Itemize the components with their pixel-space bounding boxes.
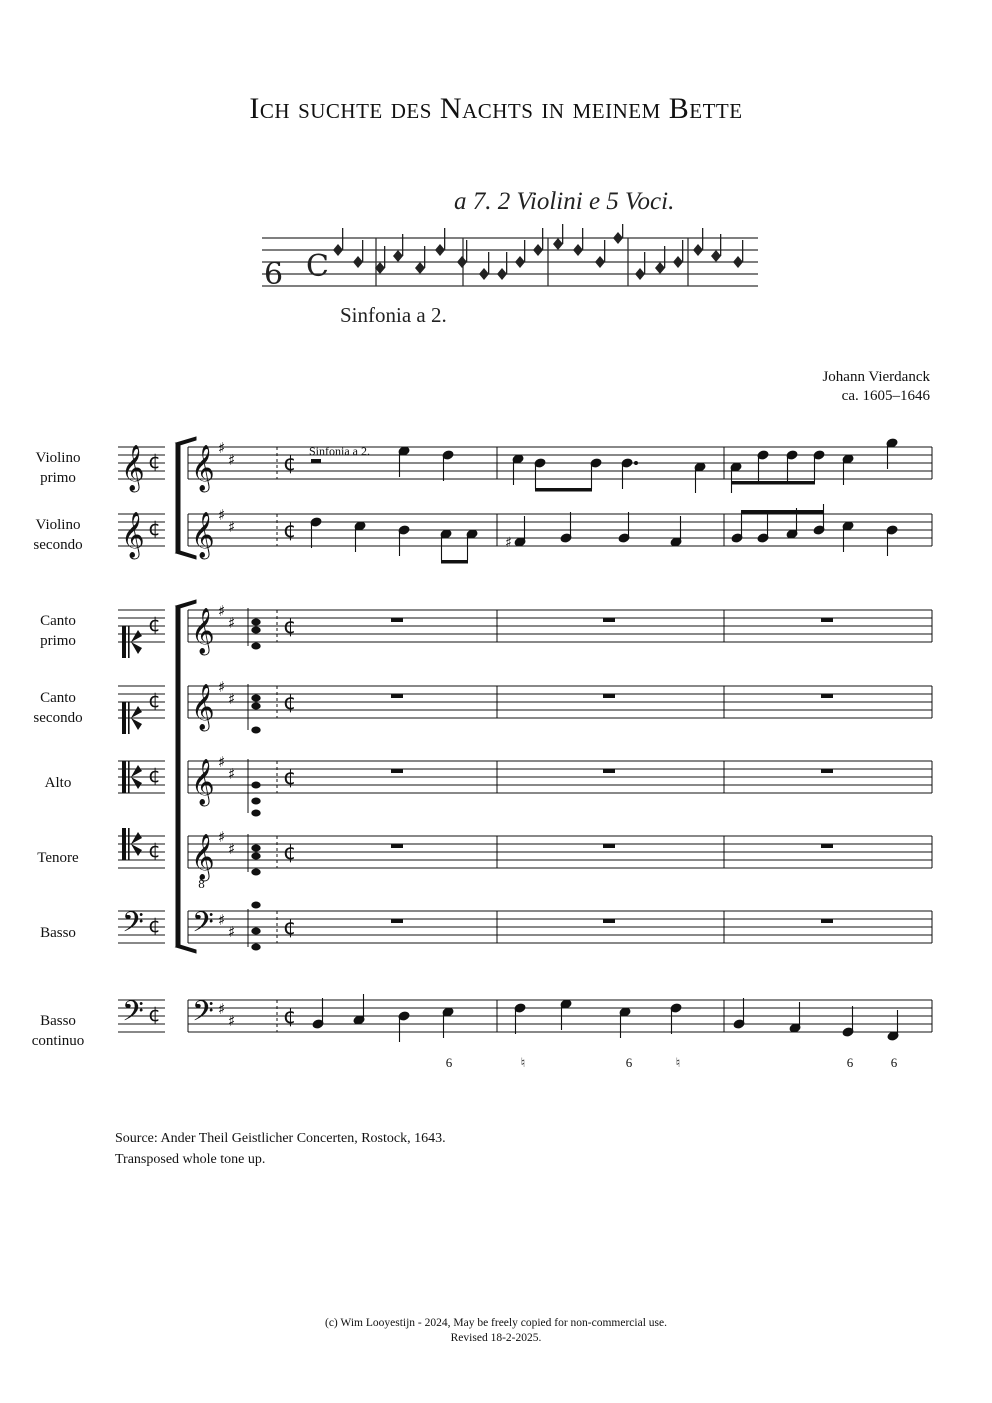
ambitus-note — [252, 902, 260, 908]
part-label-basso-continuo: Basso continuo — [31, 1013, 85, 1049]
cut-time-icon: ¢ — [148, 612, 161, 636]
svg-text:C: C — [306, 249, 329, 284]
facsimile-heading: a 7. 2 Violini e 5 Voci. — [454, 188, 675, 215]
cut-time-icon: ¢ — [148, 1002, 161, 1026]
whole-rest — [821, 919, 833, 923]
ambitus-note — [252, 928, 260, 934]
ambitus-note — [252, 869, 260, 875]
cut-time-icon: ¢ — [148, 913, 161, 937]
part-label-violino-primo: Violino primo — [35, 450, 81, 486]
cut-time-icon: ¢ — [283, 690, 297, 714]
cut-time-icon: ¢ — [283, 840, 297, 864]
main-clef-treble-icon: 𝄞 — [191, 684, 215, 730]
sharp-icon: ♯ — [218, 678, 226, 696]
cut-time-icon: ¢ — [148, 688, 161, 712]
sharp-icon: ♯ — [228, 923, 236, 941]
voice-bracket — [176, 945, 196, 953]
sharp-icon: ♯ — [218, 911, 226, 929]
part-label-basso: Basso — [40, 925, 76, 941]
main-clef-bass-icon: 𝄢 — [192, 906, 214, 946]
beam — [741, 510, 824, 514]
source-line-1: Source: Ander Theil Geistlicher Concerten, Rostock, 1643. — [115, 1131, 446, 1146]
sharp-icon: ♯ — [218, 828, 226, 846]
sharp-icon: ♯ — [218, 1000, 226, 1018]
cut-time-icon: ¢ — [283, 765, 297, 789]
sharp-icon: ♯ — [228, 518, 236, 536]
cut-time-icon: ¢ — [148, 449, 161, 473]
footer-line-2: Revised 18-2-2025. — [450, 1332, 542, 1344]
whole-rest — [821, 769, 833, 773]
footer-line-1: (c) Wim Looyestijn - 2024, May be freely copied for non-commercial use. — [325, 1317, 667, 1329]
sharp-icon: ♯ — [228, 840, 236, 858]
voice-bracket — [176, 600, 196, 608]
incipit-clef-bass-icon: 𝄢 — [122, 995, 144, 1035]
cut-time-icon: ¢ — [148, 838, 161, 862]
figured-bass-figure: ♮ — [675, 1055, 681, 1070]
ambitus-note — [252, 845, 260, 851]
figured-bass-figure: 6 — [625, 1055, 633, 1070]
sharp-icon: ♯ — [218, 602, 226, 620]
cut-time-icon: ¢ — [283, 915, 297, 939]
incipit-clef-alto-icon — [122, 702, 126, 734]
incipit-clef-alto-icon — [128, 626, 130, 658]
octave-mark: 8 — [198, 878, 205, 891]
whole-rest — [603, 618, 615, 622]
half-rest — [311, 459, 321, 463]
part-label-canto-primo: Canto primo — [40, 613, 76, 649]
incipit-clef-alto-icon — [128, 828, 130, 860]
incipit-clef-treble-icon: 𝄞 — [121, 512, 145, 558]
whole-rest — [603, 694, 615, 698]
ambitus-note — [252, 695, 260, 701]
part-label-alto: Alto — [44, 775, 72, 791]
sharp-icon: ♯ — [218, 753, 226, 771]
cut-time-icon: ¢ — [283, 614, 297, 638]
page-title: Ich suchte des Nachts in meinem Bette — [249, 92, 743, 125]
part-label-canto-secondo: Canto secondo — [33, 690, 83, 726]
ambitus-note — [252, 798, 260, 804]
main-clef-treble-icon: 𝄞 — [191, 834, 215, 880]
whole-rest — [821, 618, 833, 622]
source-line-2: Transposed whole tone up. — [115, 1152, 266, 1167]
main-clef-bass-icon: 𝄢 — [192, 995, 214, 1035]
main-clef-treble-icon: 𝄞 — [191, 759, 215, 805]
ambitus-note — [252, 944, 260, 950]
whole-rest — [603, 769, 615, 773]
main-clef-treble-icon: 𝄞 — [191, 512, 215, 558]
facsimile-caption: Sinfonia a 2. — [340, 303, 447, 327]
whole-rest — [821, 694, 833, 698]
sharp-icon: ♯ — [228, 765, 236, 783]
whole-rest — [391, 919, 403, 923]
incipit-clef-alto-icon — [122, 828, 126, 860]
cut-time-icon: ¢ — [148, 516, 161, 540]
whole-rest — [391, 769, 403, 773]
ambitus-note — [252, 727, 260, 733]
main-clef-treble-icon: 𝄞 — [191, 608, 215, 654]
sharp-icon: ♯ — [228, 614, 236, 632]
figured-bass-figure: 6 — [890, 1055, 898, 1070]
sharp-icon: ♯ — [228, 690, 236, 708]
voice-bracket — [176, 606, 180, 947]
incipit-clef-alto-icon — [122, 626, 126, 658]
incipit-clef-bass-icon: 𝄢 — [122, 906, 144, 946]
composer-dates: ca. 1605–1646 — [841, 388, 930, 404]
incipit-clef-alto-icon — [128, 761, 130, 793]
violin-bracket — [176, 443, 180, 553]
beam — [535, 488, 592, 492]
sharp-icon: ♯ — [228, 451, 236, 469]
source-note — [115, 1128, 446, 1170]
ambitus-note — [252, 703, 260, 709]
cut-time-icon: ¢ — [148, 763, 161, 787]
ambitus-note — [252, 782, 260, 788]
whole-rest — [603, 919, 615, 923]
beam — [731, 481, 815, 485]
whole-rest — [391, 694, 403, 698]
composer-name: Johann Vierdanck — [822, 369, 930, 385]
ambitus-note — [252, 810, 260, 816]
figured-bass-figure: 6 — [445, 1055, 453, 1070]
cut-time-icon: ¢ — [283, 451, 297, 475]
section-marking: Sinfonia a 2. — [309, 444, 370, 458]
sharp-icon: ♯ — [505, 535, 512, 551]
sharp-icon: ♯ — [218, 506, 226, 524]
copyright-footer — [0, 1316, 992, 1346]
svg-text:6: 6 — [264, 257, 284, 292]
cut-time-icon: ¢ — [283, 518, 297, 542]
main-clef-treble-icon: 𝄞 — [191, 445, 215, 491]
part-label-tenore: Tenore — [37, 850, 79, 866]
sharp-icon: ♯ — [218, 439, 226, 457]
whole-rest — [603, 844, 615, 848]
whole-rest — [391, 618, 403, 622]
incipit-clef-alto-icon — [122, 761, 126, 793]
incipit-clef-treble-icon: 𝄞 — [121, 445, 145, 491]
ambitus-note — [252, 627, 260, 633]
figured-bass-figure: ♮ — [520, 1055, 526, 1070]
cut-time-icon: ¢ — [283, 1004, 297, 1028]
incipit-clef-alto-icon — [128, 702, 130, 734]
ambitus-note — [252, 643, 260, 649]
ambitus-note — [252, 853, 260, 859]
beam — [441, 560, 468, 564]
whole-rest — [391, 844, 403, 848]
violin-bracket — [176, 437, 196, 445]
sharp-icon: ♯ — [228, 1012, 236, 1030]
part-label-violino-secondo: Violino secondo — [33, 517, 83, 553]
whole-rest — [821, 844, 833, 848]
figured-bass-figure: 6 — [846, 1055, 854, 1070]
dot — [635, 462, 638, 465]
ambitus-note — [252, 619, 260, 625]
